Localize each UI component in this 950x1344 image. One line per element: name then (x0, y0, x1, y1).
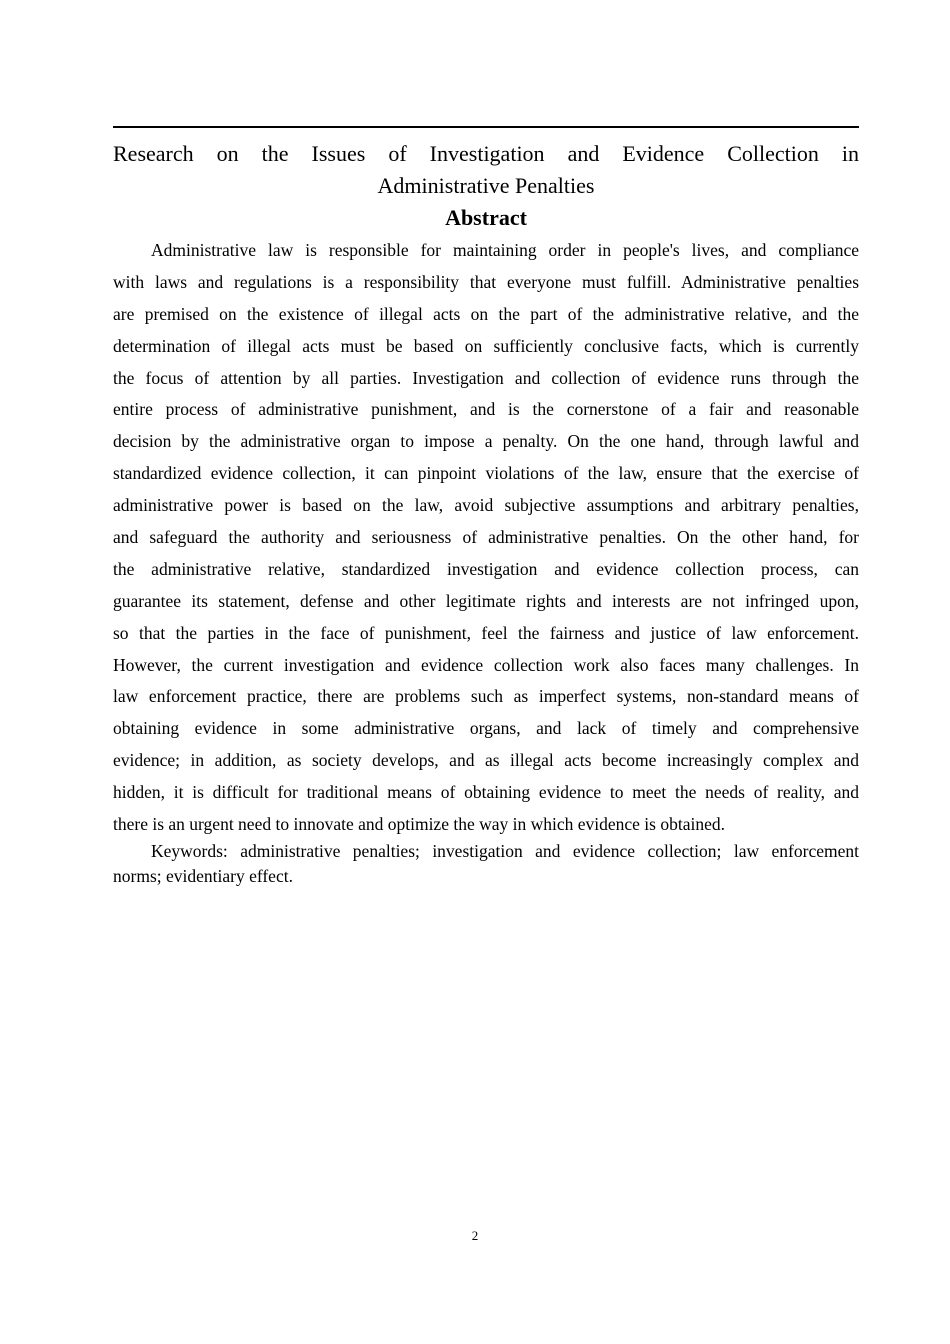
keywords (113, 839, 859, 889)
abstract-line: determination of illegal acts must be based on sufficiently conclusive facts, which is currently (113, 335, 859, 356)
abstract-body (113, 235, 859, 841)
abstract-line: are premised on the existence of illegal acts on the part of the administrative relative, and the (113, 303, 859, 324)
abstract-line: administrative power is based on the law, avoid subjective assumptions and arbitrary penalties, (113, 495, 859, 516)
abstract-heading: Abstract (445, 205, 527, 230)
abstract-line: there is an urgent need to innovate and optimize the way in which evidence is obtained. (113, 814, 725, 835)
paper-title (113, 138, 859, 202)
abstract-line: decision by the administrative organ to impose a penalty. On the one hand, through lawful and (113, 431, 859, 452)
abstract-line: and safeguard the authority and seriousness of administrative penalties. On the other hand, for (113, 527, 859, 548)
abstract-line: the administrative relative, standardized investigation and evidence collection process, can (113, 558, 859, 579)
abstract-line: However, the current investigation and evidence collection work also faces many challenges. In (113, 654, 859, 675)
abstract-line: with laws and regulations is a responsibility that everyone must fulfill. Administrative penalties (113, 271, 859, 292)
abstract-line: evidence; in addition, as society develops, and as illegal acts become increasingly complex and (113, 750, 859, 771)
abstract-line: entire process of administrative punishment, and is the cornerstone of a fair and reasonable (113, 399, 859, 420)
header-rule (113, 126, 859, 128)
abstract-line: guarantee its statement, defense and other legitimate rights and interests are not infringed upon, (113, 590, 859, 611)
title-line-1: Research on the Issues of Investigation and Evidence Collection in (113, 141, 859, 166)
abstract-line: law enforcement practice, there are problems such as imperfect systems, non-standard means of (113, 686, 859, 707)
abstract-line: obtaining evidence in some administrative organs, and lack of timely and comprehensive (113, 718, 859, 739)
abstract-line: hidden, it is difficult for traditional means of obtaining evidence to meet the needs of reality, and (113, 782, 859, 803)
abstract-line: Administrative law is responsible for maintaining order in people's lives, and compliance (151, 240, 859, 260)
abstract-line: so that the parties in the face of punishment, feel the fairness and justice of law enforcement. (113, 622, 859, 643)
keywords-line: norms; evidentiary effect. (113, 866, 293, 886)
page-number: 2 (471, 1228, 479, 1243)
keywords-line: Keywords: administrative penalties; investigation and evidence collection; law enforcement (151, 841, 859, 861)
title-line-2: Administrative Penalties (377, 173, 595, 198)
abstract-line: the focus of attention by all parties. Investigation and collection of evidence runs through the (113, 367, 859, 388)
abstract-line: standardized evidence collection, it can pinpoint violations of the law, ensure that the exercise of (113, 463, 859, 484)
